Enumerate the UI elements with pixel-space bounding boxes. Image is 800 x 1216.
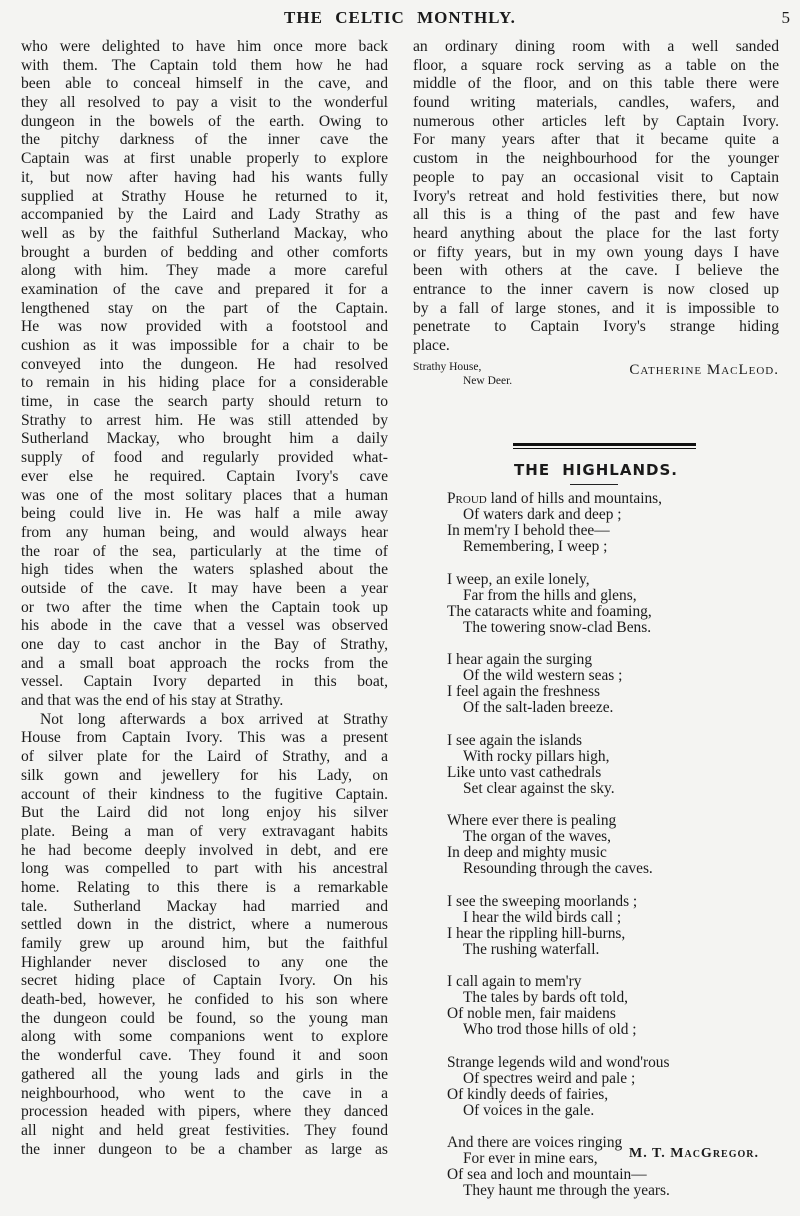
poem-stanza <box>447 733 777 797</box>
poem-stanza <box>447 813 777 877</box>
text-line: people to pay an occasional visit to Captain <box>413 168 779 186</box>
text-line: supplied at Strathy House he returned to it, <box>21 187 388 205</box>
text-line: high tides when the waters splashed about the <box>21 561 388 579</box>
text-line: ever else he required. Captain Ivory's cave <box>21 467 388 485</box>
poem-line: Of waters dark and deep ; <box>463 506 622 523</box>
poem-stanza <box>447 974 777 1038</box>
text-line: death-bed, however, he confided to his son where <box>21 991 388 1009</box>
text-line: been with others at the cave. I believe the <box>413 262 779 280</box>
poem-stanza <box>447 572 777 636</box>
poem-line: And there are voices ringing <box>447 1134 623 1151</box>
text-line: outside of the cave. It may have been a year <box>21 579 388 597</box>
page-header <box>0 8 800 32</box>
poem-line: For ever in mine ears, <box>463 1150 598 1167</box>
poem-line: I see the sweeping moorlands ; <box>447 892 638 910</box>
text-line: dungeon in the bowels of the earth. Owing to <box>21 112 388 130</box>
text-line: Strathy to arrest him. He was still attended by <box>21 411 388 429</box>
text-line: found writing materials, candles, wafers, and <box>413 94 779 112</box>
text-line: the wonderful cave. They found it and soon <box>21 1047 388 1065</box>
title-rule <box>570 484 618 485</box>
text-line: family grew up around him, but the faithful <box>21 935 388 952</box>
text-line: from any human being, and would always hear <box>21 523 388 541</box>
text-line: settled down in the district, where a numerous <box>21 916 388 934</box>
poem-line: Where ever there is pealing <box>447 812 617 829</box>
text-line: entrance to the inner cavern is now closed up <box>413 280 779 298</box>
poem-line: Of the wild western seas ; <box>463 667 623 684</box>
text-line: who were delighted to have him once more back <box>21 38 388 55</box>
text-line: was one of the most solitary places that a human <box>21 486 388 504</box>
poem-section <box>413 443 779 1199</box>
poem-line: Of noble men, fair maidens <box>447 1005 616 1022</box>
poem-line: The organ of the waves, <box>463 828 612 845</box>
poem-line: In deep and mighty music <box>447 844 607 861</box>
text-line: the pitchy darkness of the inner cave the <box>21 131 388 149</box>
poem-line: I hear again the surging <box>447 651 593 668</box>
poem-line: In mem'ry I behold thee— <box>447 522 610 539</box>
section-divider <box>513 443 696 449</box>
poem-line: Set clear against the sky. <box>463 779 615 797</box>
text-line: of silver plate for the Laird of Strathy, and a <box>21 748 388 766</box>
poem-stanza <box>447 652 777 716</box>
text-line: cushion as it was impossible for a chair to be <box>21 337 388 354</box>
article-signature <box>413 360 779 394</box>
poem-stanza <box>447 894 777 958</box>
text-line: by a fall of large stones, and it is impossible to <box>413 299 779 317</box>
text-line: Captain was at first unable properly to explore <box>21 150 388 168</box>
text-line: to remain in his hiding place for a considerable <box>21 374 388 392</box>
text-line: But the Laird did not long enjoy his silver <box>21 804 388 822</box>
text-line: silk gown and jewellery for his Lady, on <box>21 766 388 784</box>
article-right-column <box>413 38 779 394</box>
text-line: accompanied by the Laird and Lady Strathy as <box>21 206 388 224</box>
signature-place-line2: New Deer. <box>463 374 513 387</box>
text-line: account of their kindness to the fugitive Captain. <box>21 785 388 803</box>
text-line: with them. The Captain told them how he had <box>21 56 388 74</box>
poem-stanza <box>447 491 777 555</box>
poem-line: Far from the hills and glens, <box>463 586 637 604</box>
poem-line: Of voices in the gale. <box>463 1101 595 1119</box>
text-line: or two after the time when the Captain took up <box>21 598 388 616</box>
text-line: the roar of the sea, particularly at the time of <box>21 542 388 560</box>
text-line: floor, a square rock serving as a table on the <box>413 56 779 74</box>
text-line: conveyed into the dungeon. He had resolved <box>21 355 388 373</box>
text-line: it, but now after having had his wants fully <box>21 168 388 186</box>
text-line: Sutherland Mackay, who brought him a daily <box>21 430 388 448</box>
text-line: and that was the end of his stay at Strathy. <box>21 692 284 710</box>
text-line: custom in the neighbourhood for the younger <box>413 150 779 168</box>
text-line: they all resolved to pay a visit to the wonderful <box>21 94 388 112</box>
text-line: tale. Sutherland Mackay had married and <box>21 897 388 915</box>
poem-line: I feel again the freshness <box>447 683 600 700</box>
poem-line: Of kindly deeds of fairies, <box>447 1085 609 1103</box>
text-line: examination of the cave and prepared it for a <box>21 280 388 298</box>
poem-line: Like unto vast cathedrals <box>447 763 602 781</box>
text-line: numerous other articles left by Captain Ivory. <box>413 112 779 130</box>
text-line: secret hiding place of Captain Ivory. On his <box>21 972 388 990</box>
text-line: long was compelled to part with his ancestral <box>21 860 388 878</box>
text-line: all this is a thing of the past and few have <box>413 206 779 224</box>
poem-stanza <box>447 1135 777 1199</box>
poem-line: Remembering, I weep ; <box>463 538 608 555</box>
poem-line: Of sea and loch and mountain— <box>447 1166 647 1183</box>
poem-line: I see again the islands <box>447 731 583 749</box>
text-line: Ivory's retreat and hold festivities there, but now <box>413 187 779 205</box>
text-line: heard anything about the place for the last forty <box>413 224 779 242</box>
article-continuation <box>413 38 779 356</box>
text-line: lengthened stay on the part of the Captain. <box>21 299 388 317</box>
text-line: he had become deeply involved in debt, and ere <box>21 841 388 859</box>
poem-line: I hear the wild birds call ; <box>463 908 622 926</box>
poem-body <box>447 491 777 1216</box>
signature-place-line1: Strathy House, <box>413 360 482 373</box>
poem-line: Of spectres weird and pale ; <box>463 1069 636 1087</box>
text-line: one day to cast anchor in the Bay of Strathy, <box>21 636 388 653</box>
text-line: or fifty years, but in my own young days I have <box>413 243 779 261</box>
poem-line: The cataracts white and foaming, <box>447 602 652 620</box>
text-line: well as by the faithful Sutherland Mackay, who <box>21 224 388 242</box>
text-line: For many years after that it became quite a <box>413 131 779 149</box>
poem-first-line-rest: land of hills and mountains, <box>486 490 662 507</box>
poem-line: I call again to mem'ry <box>447 973 582 990</box>
text-line: been able to conceal himself in the cave, and <box>21 75 388 93</box>
poem-line: With rocky pillars high, <box>463 747 610 765</box>
text-line: Not long afterwards a box arrived at Strathy <box>40 710 388 728</box>
text-line: neighbourhood, who went to the cave in a <box>21 1084 388 1102</box>
poem-line: They haunt me through the years. <box>463 1182 670 1199</box>
text-line: gathered all the young lads and girls in the <box>21 1065 388 1083</box>
poem-line: I hear the rippling hill-burns, <box>447 924 626 942</box>
poem-line: Of the salt-laden breeze. <box>463 699 614 716</box>
signature-author: Catherine MacLeod. <box>629 361 779 378</box>
journal-title: THE CELTIC MONTHLY. <box>284 8 516 27</box>
poem-line: The rushing waterfall. <box>463 940 600 958</box>
text-line: the inner dungeon to be a chamber as large as <box>21 1140 388 1158</box>
poem-line: The towering snow-clad Bens. <box>463 618 652 636</box>
poem-line: Who trod those hills of old ; <box>463 1021 637 1038</box>
text-line: along with him. They made a more careful <box>21 262 388 280</box>
text-line: brought a burden of bedding and other comforts <box>21 243 388 261</box>
text-line: the dungeon could be found, so the young man <box>21 1009 388 1027</box>
text-line: Highlander never disclosed to any one the <box>21 953 388 971</box>
article-left-column <box>21 38 388 1159</box>
poem-line: The tales by bards oft told, <box>463 989 628 1006</box>
text-line: House from Captain Ivory. This was a present <box>21 729 388 747</box>
text-line: along with some companions went to explore <box>21 1028 388 1046</box>
text-line: place. <box>413 337 450 354</box>
poem-author: M. T. MacGregor. <box>629 1146 759 1161</box>
text-line: vessel. Captain Ivory departed in this boat, <box>21 673 388 691</box>
poem-first-word: Proud <box>447 490 487 507</box>
text-line: his abode in the cave that a vessel was observed <box>21 617 388 635</box>
signature-place <box>413 360 512 388</box>
text-line: home. Relating to this there is a remarkable <box>21 878 388 896</box>
text-line: and a small boat approach the rocks from the <box>21 654 388 672</box>
text-line: procession headed with pipers, where they danced <box>21 1103 388 1121</box>
poem-line: Strange legends wild and wond'rous <box>447 1053 670 1071</box>
poem-stanza <box>447 1055 777 1119</box>
text-line: supply of food and regularly provided what- <box>21 449 388 467</box>
text-line: penetrate to Captain Ivory's strange hiding <box>413 318 779 336</box>
page-number: 5 <box>781 8 790 27</box>
text-line: plate. Being a man of very extravagant habits <box>21 822 388 840</box>
poem-title: THE HIGHLANDS. <box>514 461 678 479</box>
text-line: an ordinary dining room with a well sanded <box>413 38 779 55</box>
text-line: He was now provided with a footstool and <box>21 318 388 336</box>
poem-line <box>447 491 777 507</box>
text-line: all night and held great festivities. They found <box>21 1121 388 1139</box>
poem-line: Resounding through the caves. <box>463 860 653 877</box>
text-line: being could live in. He was half a mile away <box>21 505 388 523</box>
text-line: middle of the floor, and on this table there were <box>413 75 779 93</box>
poem-line: I weep, an exile lonely, <box>447 570 590 588</box>
text-line: time, in case the search party should return to <box>21 393 388 411</box>
